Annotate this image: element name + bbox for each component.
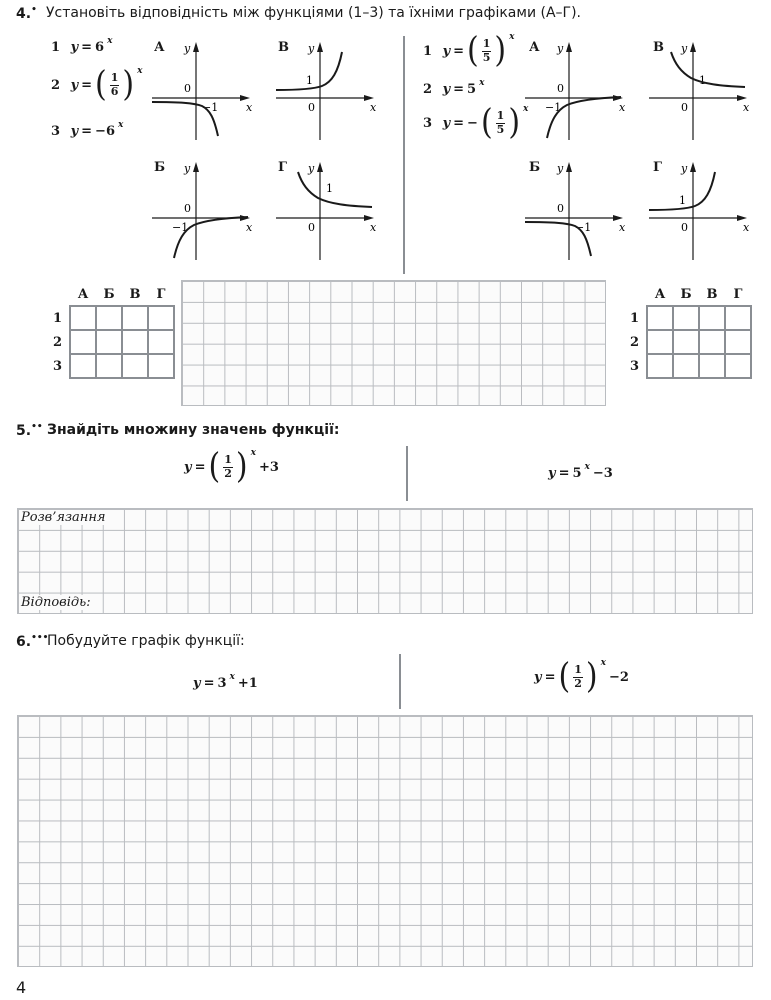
task4-right-graph-a-label: А: [529, 40, 540, 55]
mark-label: 1: [326, 182, 333, 195]
task4-right-function-3: 3 y = − ( $\frac{1}{5}$ ) x: [423, 102, 529, 143]
curve-v: [671, 52, 745, 87]
task6-divider: [399, 654, 401, 709]
axis-x-label: x: [370, 101, 377, 114]
col-header: Г: [156, 287, 166, 302]
axis-x-label: x: [246, 101, 253, 114]
col-header: Б: [103, 287, 115, 302]
task6-left-function: y = 3 x +1: [193, 672, 258, 691]
answer-cell[interactable]: [70, 306, 96, 330]
answer-cell[interactable]: [148, 354, 174, 378]
row-header: 3: [629, 358, 640, 374]
origin-label: 0: [557, 82, 564, 95]
answer-cell[interactable]: [122, 330, 148, 354]
row-header: 1: [629, 310, 640, 326]
task5-right-function: y = 5 x −3: [548, 462, 613, 481]
answer-cell[interactable]: [122, 306, 148, 330]
answer-cell[interactable]: [725, 354, 751, 378]
task4-instruction: Установіть відповідність між функціями (1–3) та їхніми графіками (А–Г).: [46, 5, 581, 21]
answer-cell[interactable]: [122, 354, 148, 378]
row-header: 3: [52, 358, 63, 374]
mark-label: −1: [202, 101, 219, 114]
mark-label: −1: [545, 101, 562, 114]
axis-y-label: y: [184, 42, 191, 55]
axis-x-label: x: [619, 101, 626, 114]
answer-cell[interactable]: [673, 354, 699, 378]
answer-cell[interactable]: [699, 354, 725, 378]
task4-left-function-3: 3 y = −6 x: [51, 120, 124, 139]
task4-right-graph-b: [523, 160, 638, 265]
task5-number: 5.••: [16, 422, 43, 439]
answer-cell[interactable]: [647, 330, 673, 354]
axis-y-label: y: [557, 162, 564, 175]
answer-cell[interactable]: [96, 330, 122, 354]
mark-label: 1: [679, 194, 686, 207]
answer-cell[interactable]: [699, 306, 725, 330]
axis-y-label: y: [681, 42, 688, 55]
axis-y-label: y: [184, 162, 191, 175]
task4-left-panel: [46, 36, 393, 274]
col-header: В: [706, 287, 718, 302]
task4-right-graph-g: [647, 160, 762, 265]
task5-solution-label: Розв’язання: [21, 510, 106, 525]
task4-right-answer-table: [623, 284, 752, 379]
task4-left-answer-table: [46, 284, 175, 379]
task5-left-function: y = ( $\frac{1}{2}$ ) x +3: [184, 446, 279, 487]
task4-right-panel: [415, 30, 755, 274]
task4-left-graph-b: [150, 160, 265, 265]
answer-cell[interactable]: [96, 354, 122, 378]
origin-label: 0: [557, 202, 564, 215]
row-header: 2: [52, 334, 63, 350]
answer-cell[interactable]: [647, 306, 673, 330]
task5-solution-grid[interactable]: [17, 508, 753, 614]
answer-cell[interactable]: [96, 306, 122, 330]
axis-y-label: y: [681, 162, 688, 175]
task4-left-graph-b-label: Б: [154, 160, 166, 175]
axis-y-label: y: [308, 162, 315, 175]
col-header: Г: [733, 287, 743, 302]
task6-right-function: y = ( $\frac{1}{2}$ ) x −2: [534, 656, 629, 697]
answer-cell[interactable]: [148, 330, 174, 354]
task4-left-graph-a-label: А: [154, 40, 165, 55]
task5-divider: [406, 446, 408, 501]
page-number: 4: [16, 978, 27, 997]
col-header: В: [129, 287, 141, 302]
axis-x-label: x: [743, 221, 750, 234]
mark-label: 1: [699, 74, 706, 87]
task4-right-function-1: 1 y = ( $\frac{1}{5}$ ) x: [423, 30, 515, 71]
mark-label: −1: [172, 221, 189, 234]
task4-left-graph-v-label: В: [278, 40, 289, 55]
answer-cell[interactable]: [699, 330, 725, 354]
task4-left-graph-g-label: Г: [278, 160, 287, 175]
origin-label: 0: [308, 101, 315, 114]
axis-x-label: x: [743, 101, 750, 114]
task6-instruction: Побудуйте графік функції:: [47, 633, 245, 649]
answer-cell[interactable]: [725, 330, 751, 354]
answer-cell[interactable]: [673, 306, 699, 330]
task4-left-graph-v: [274, 40, 389, 145]
origin-label: 0: [681, 101, 688, 114]
answer-cell[interactable]: [148, 306, 174, 330]
col-header: Б: [680, 287, 692, 302]
answer-cell[interactable]: [70, 354, 96, 378]
task4-left-graph-g: [274, 160, 389, 265]
task6-graph-grid[interactable]: [17, 715, 753, 967]
curve-g: [298, 172, 372, 207]
answer-cell[interactable]: [673, 330, 699, 354]
row-header: 2: [629, 334, 640, 350]
answer-cell[interactable]: [70, 330, 96, 354]
task4-left-graph-a: [150, 40, 265, 145]
task4-right-graph-v: [647, 40, 762, 145]
origin-label: 0: [184, 82, 191, 95]
origin-label: 0: [681, 221, 688, 234]
task5-answer-label: Відповідь:: [21, 595, 91, 610]
row-header: 1: [52, 310, 63, 326]
task4-panel-divider: [403, 36, 405, 274]
task4-right-function-2: 2 y = 5 x: [423, 78, 485, 97]
task4-right-graph-a: [523, 40, 638, 145]
axis-x-label: x: [619, 221, 626, 234]
task6-number: 6.•••: [16, 633, 49, 650]
task5-instruction: Знайдіть множину значень функції:: [47, 422, 340, 438]
origin-label: 0: [184, 202, 191, 215]
task4-right-graph-g-label: Г: [653, 160, 662, 175]
answer-cell[interactable]: [725, 306, 751, 330]
task4-left-function-1: 1 y = 6 x: [51, 36, 113, 55]
col-header: А: [654, 287, 666, 302]
task4-right-graph-v-label: В: [653, 40, 664, 55]
task4-number: 4.•: [16, 5, 37, 22]
mark-label: −1: [575, 221, 592, 234]
origin-label: 0: [308, 221, 315, 234]
task4-left-function-2: 2 y = ( $\frac{1}{6}$ ) x: [51, 64, 143, 105]
axis-x-label: x: [370, 221, 377, 234]
task4-right-graph-b-label: Б: [529, 160, 541, 175]
axis-y-label: y: [308, 42, 315, 55]
answer-cell[interactable]: [647, 354, 673, 378]
axis-y-label: y: [557, 42, 564, 55]
task4-grid-background: [181, 280, 606, 406]
axis-x-label: x: [246, 221, 253, 234]
col-header: А: [77, 287, 89, 302]
mark-label: 1: [306, 74, 313, 87]
